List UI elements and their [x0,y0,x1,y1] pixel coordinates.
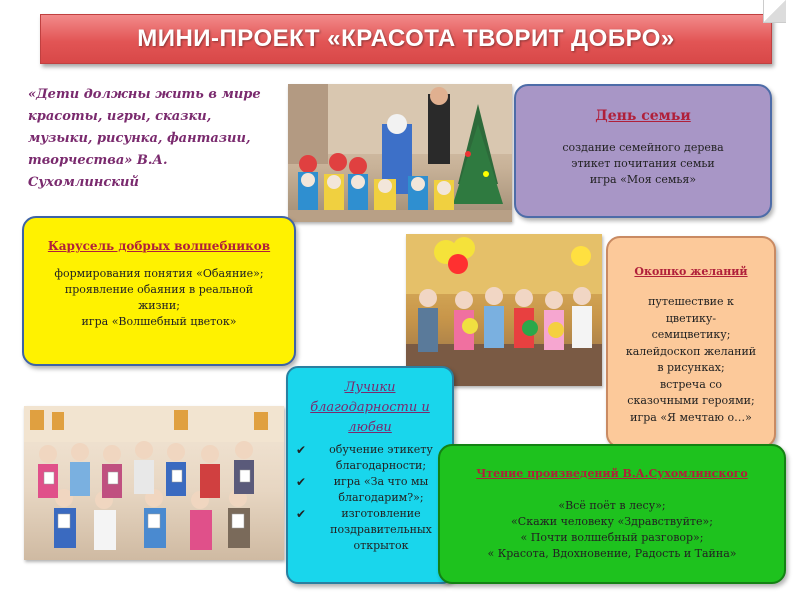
wish-window-line: семицветику; [651,328,731,341]
quote-line: творчества» В.А. [28,153,168,168]
photo-new-year-party [288,84,512,222]
checkmark-icon: ✔ [296,443,307,457]
quote-line: Сухомлинский [28,175,139,190]
checkmark-icon: ✔ [296,507,307,521]
gratitude-rays-heading-line: Лучики [344,380,396,395]
page-corner-fold [763,0,786,23]
carousel-line: игра «Волшебный цветок» [81,315,237,328]
carousel-card [22,216,296,366]
sukhomlinsky-quote [28,84,268,194]
checkmark-icon: ✔ [296,475,307,489]
list-item-text: обучение этикету благодарности; [329,443,433,472]
carousel-line: проявление обаяния в реальной [64,283,254,296]
gratitude-rays-list [288,442,452,554]
wish-window-line: калейдоскоп желаний [625,344,757,358]
wish-window-line: встреча со [659,377,723,391]
carousel-line: формирования понятия «Обаяние»; [54,267,264,280]
page-title: МИНИ-ПРОЕКТ «КРАСОТА ТВОРИТ ДОБРО» [137,25,675,52]
reading-line: « Почти волшебный разговор»; [520,531,704,544]
list-item-text: игра «За что мы благодарим?»; [333,475,429,504]
list-item [288,442,452,474]
gratitude-rays-heading [288,378,452,438]
wish-window-line: путешествие к [648,295,734,308]
reading-line: « Красота, Вдохновение, Радость и Тайна» [487,547,737,560]
photo-children-with-cards [24,406,284,560]
list-item [288,506,452,554]
reading-line: «Скажи человеку «Здравствуйте»; [511,515,713,528]
wish-window-line: в рисунках; [657,361,725,374]
carousel-line: жизни; [138,299,180,312]
family-day-line: игра «Моя семья» [589,173,697,186]
quote-line: музыки, рисунка, фантазии, [28,131,251,146]
reading-heading: Чтение произведений В.А.Сухомлинского [476,467,748,480]
family-day-heading: День семьи [595,108,691,124]
photo-children-with-toys-image [406,234,602,386]
photo-new-year-party-image [288,84,512,222]
wish-window-line: игра «Я мечтаю о…» [630,410,752,424]
list-item [288,474,452,506]
wish-window-line: цветику- [665,311,717,325]
wish-window-card [606,236,776,448]
family-day-line: этикет почитания семьи [571,157,715,170]
quote-line: красоты, игры, сказки, [28,109,212,124]
list-item-text: изготовление поздравительных открыток [330,507,432,552]
wish-window-heading: Окошко желаний [634,265,748,278]
gratitude-rays-card [286,366,454,584]
gratitude-rays-heading-line: благодарности и [310,400,430,415]
quote-line: «Дети должны жить в мире [28,87,261,102]
gratitude-rays-heading-line: любви [348,420,392,435]
reading-card [438,444,786,584]
family-day-line: создание семейного дерева [562,141,724,154]
photo-children-with-cards-image [24,406,284,560]
reading-line: «Всё поёт в лесу»; [558,499,666,512]
carousel-heading: Карусель добрых волшебников [47,239,271,253]
wish-window-line: сказочными героями; [627,394,755,407]
title-banner [40,14,772,64]
family-day-card [514,84,772,218]
photo-children-with-toys [406,234,602,386]
